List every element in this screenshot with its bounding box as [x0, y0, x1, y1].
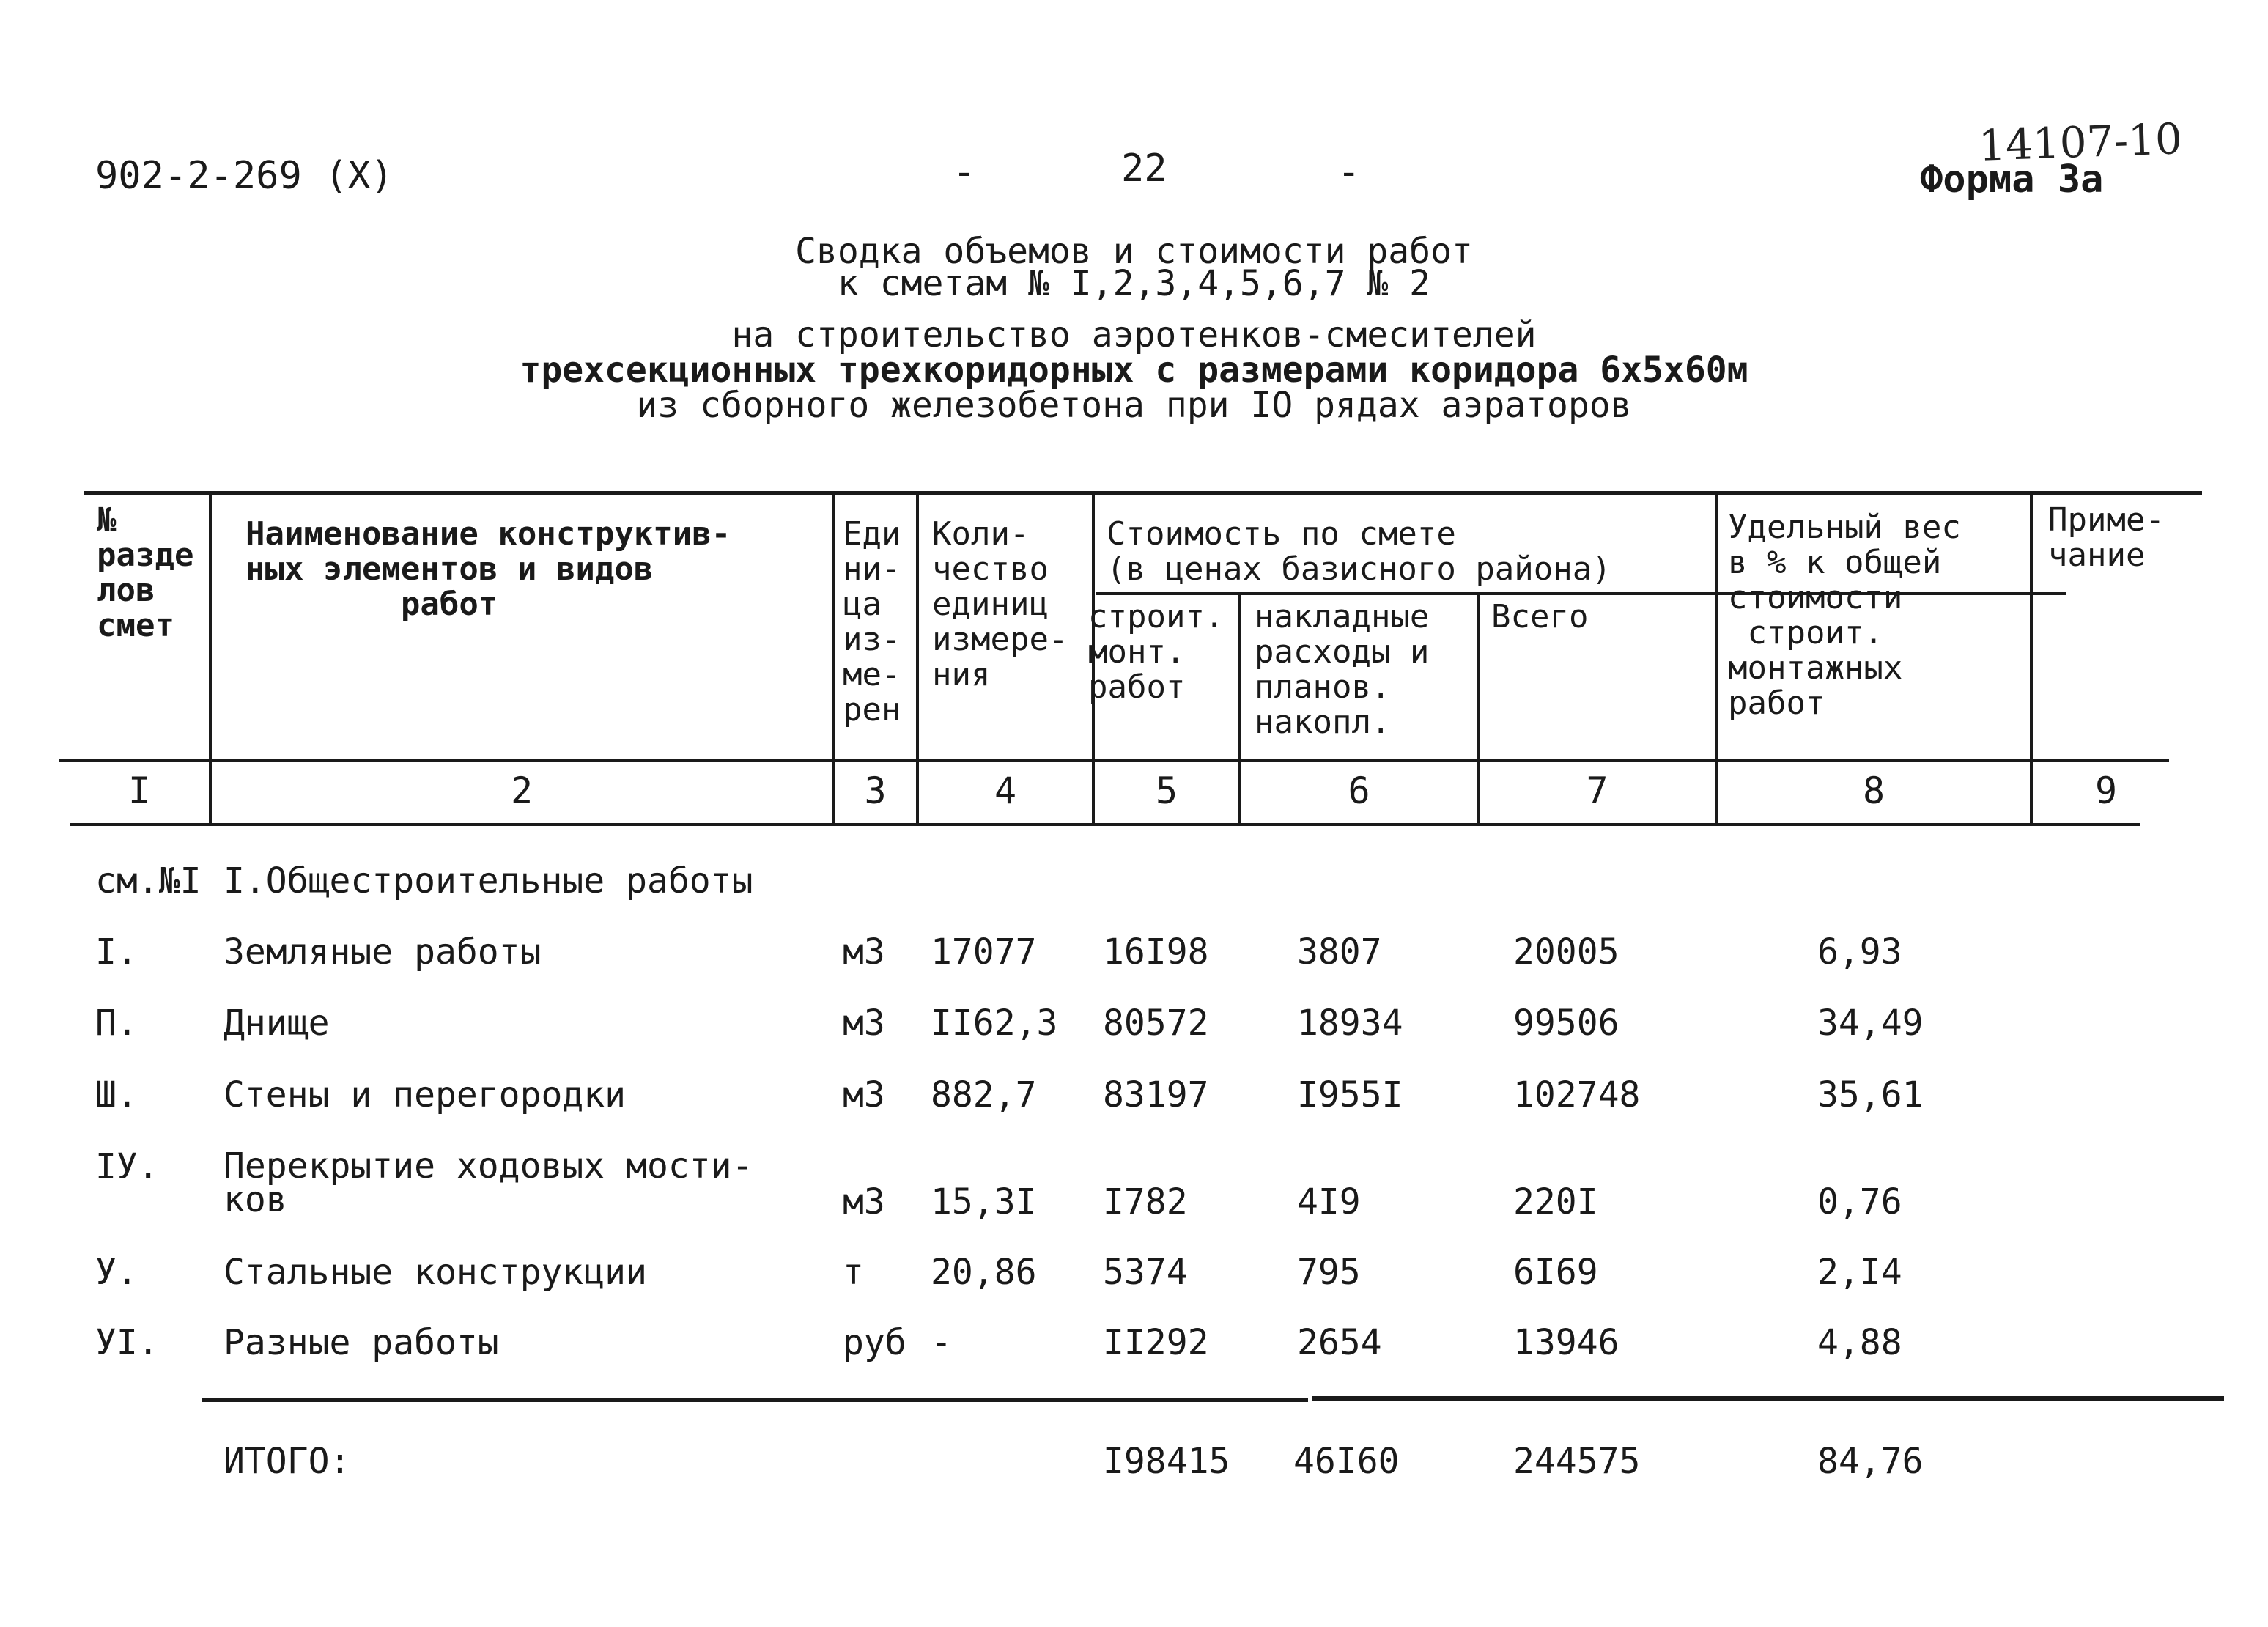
row-number: УI.: [95, 1322, 159, 1363]
col-header-construction-cost: строит. монт. работ: [1088, 598, 1225, 706]
row-share: 35,61: [1817, 1074, 1924, 1115]
row-share: 6,93: [1817, 931, 1902, 973]
table-top-rule: [84, 491, 2202, 495]
row-unit: м3: [843, 1003, 885, 1044]
page-number: 22: [1121, 147, 1167, 191]
totals-rule-right: [1312, 1396, 2224, 1401]
col-number-7: 7: [1586, 770, 1608, 812]
col-header-cost-group: Стоимость по смете (в ценах базисного района): [1107, 515, 1611, 588]
row-total: 6I69: [1513, 1252, 1598, 1293]
row-unit: м3: [843, 931, 885, 973]
col-number-1: I: [128, 770, 151, 812]
title-line-4: трехсекционных трехкоридорных с размерами коридора 6х5х60м: [520, 350, 1748, 391]
numbers-bottom-rule: [70, 823, 2140, 826]
totals-construction-cost: I98415: [1103, 1441, 1230, 1482]
row-number: I.: [95, 931, 138, 973]
row-name: Земляные работы: [224, 931, 542, 973]
inventory-number-stamp: 14107-10: [1977, 114, 2184, 171]
row-total: 20005: [1513, 931, 1619, 973]
row-construction-cost: I782: [1103, 1181, 1188, 1222]
title-line-2: к сметам № I,2,3,4,5,6,7 № 2: [837, 263, 1431, 304]
row-construction-cost: 80572: [1103, 1003, 1209, 1044]
col-header-name: Наименование конструктив- ных элементов и видов работ: [245, 515, 731, 623]
row-name: Стальные конструкции: [224, 1252, 647, 1293]
col-number-9: 9: [2094, 770, 2118, 812]
section-reference: см.№I: [95, 860, 202, 901]
title-line-5: из сборного железобетона при IО рядах аэраторов: [636, 385, 1632, 426]
row-total: 99506: [1513, 1003, 1619, 1044]
section-title: I.Общестроительные работы: [224, 860, 753, 901]
col-header-unit: Еди ни- ца из- ме- рен: [843, 515, 901, 728]
row-name: Перекрытие ходовых мости- ков: [224, 1145, 753, 1220]
col-header-total: Всего: [1491, 598, 1589, 635]
row-construction-cost: 83197: [1103, 1074, 1209, 1115]
row-share: 34,49: [1817, 1003, 1924, 1044]
row-share: 2,I4: [1817, 1252, 1902, 1293]
row-quantity: II62,3: [931, 1003, 1058, 1044]
row-unit: м3: [843, 1181, 885, 1222]
header-dash-right: -: [1337, 150, 1361, 194]
col-header-share: Удельный вес в % к общей стоимости строит. монтажных работ: [1728, 509, 1961, 722]
row-total: 13946: [1513, 1322, 1619, 1363]
row-construction-cost: 16I98: [1103, 931, 1209, 973]
col-number-3: 3: [864, 770, 887, 812]
row-unit: т: [843, 1252, 864, 1293]
col-header-note: Приме- чание: [2048, 501, 2165, 574]
totals-label: ИТОГО:: [224, 1441, 351, 1482]
col-number-8: 8: [1862, 770, 1885, 812]
row-total: 102748: [1513, 1074, 1641, 1115]
row-quantity: -: [931, 1322, 952, 1363]
title-line-1: Сводка объемов и стоимости работ: [795, 231, 1473, 272]
col-number-2: 2: [510, 770, 533, 812]
row-quantity: 17077: [931, 931, 1037, 973]
row-unit: руб: [843, 1322, 906, 1363]
totals-total: 244575: [1513, 1441, 1641, 1482]
title-line-3: на строительство аэротенков-смесителей: [731, 314, 1537, 355]
row-name: Стены и перегородки: [224, 1074, 627, 1115]
row-overhead: 2654: [1297, 1322, 1382, 1363]
row-share: 0,76: [1817, 1181, 1902, 1222]
row-overhead: 18934: [1297, 1003, 1403, 1044]
row-construction-cost: II292: [1103, 1322, 1209, 1363]
row-unit: м3: [843, 1074, 885, 1115]
col-header-overhead: накладные расходы и планов. накопл.: [1255, 598, 1430, 741]
document-code: 902-2-269 (Х): [95, 154, 394, 198]
row-quantity: 882,7: [931, 1074, 1037, 1115]
row-name: Разные работы: [224, 1322, 499, 1363]
header-bottom-rule: [59, 759, 2169, 762]
totals-share: 84,76: [1817, 1441, 1924, 1482]
row-name: Днище: [224, 1003, 330, 1044]
row-overhead: I955I: [1297, 1074, 1403, 1115]
row-number: IУ.: [95, 1146, 159, 1187]
totals-overhead: 46I60: [1293, 1441, 1400, 1482]
row-number: П.: [95, 1003, 138, 1044]
row-construction-cost: 5374: [1103, 1252, 1188, 1293]
col-number-5: 5: [1155, 770, 1178, 812]
row-total: 220I: [1513, 1181, 1598, 1222]
row-overhead: 795: [1297, 1252, 1361, 1293]
form-label: Форма 3а: [1920, 158, 2104, 202]
row-overhead: 3807: [1297, 931, 1382, 973]
row-number: У.: [95, 1252, 138, 1293]
header-dash-left: -: [953, 150, 976, 194]
col-header-quantity: Коли- чество единиц измере- ния: [932, 515, 1068, 693]
row-quantity: 15,3I: [931, 1181, 1037, 1222]
totals-rule-left: [202, 1398, 1308, 1402]
row-quantity: 20,86: [931, 1252, 1037, 1293]
row-share: 4,88: [1817, 1322, 1902, 1363]
col-number-4: 4: [994, 770, 1017, 812]
col-number-6: 6: [1348, 770, 1370, 812]
row-overhead: 4I9: [1297, 1181, 1361, 1222]
row-number: Ш.: [95, 1074, 138, 1115]
col-header-section: № разде лов смет: [97, 501, 194, 644]
